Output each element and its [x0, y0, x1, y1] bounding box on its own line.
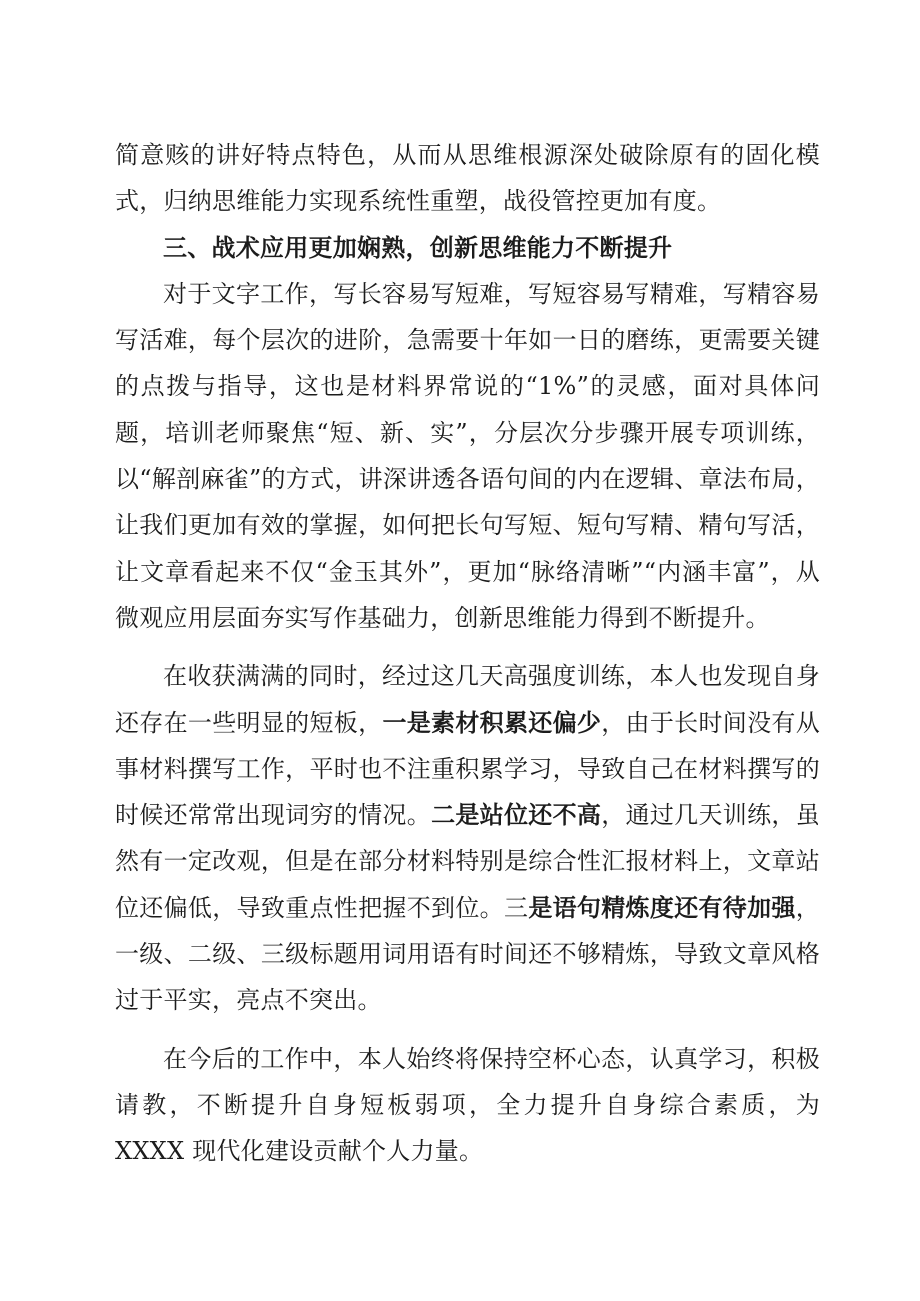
shortcomings-text-2: ，由于长时间没有从事材料撰写工作，平时也不注重积累学习，导致自己在材料撰写的时候还常常出现词穷的情况。	[115, 708, 820, 830]
shortcoming-two-emphasis: 二是站位还不高	[431, 800, 602, 830]
shortcomings-text-3: ，通过几天训练，虽然有一定改观，但是在部分材料特别是综合性汇报材料上，文章站位还偏低，导致重点性把握不到位。三	[115, 801, 820, 922]
paragraph-closing: 在今后的工作中，本人始终将保持空杯心态，认真学习，积极请教，不断提升自身短板弱项，全力提升自身综合素质，为 XXXX 现代化建设贡献个人力量。	[115, 1044, 820, 1166]
shortcomings-text-4: ，一级、二级、三级标题用词用语有时间还不够精炼，导致文章风格过于平实，亮点不突出。	[115, 893, 820, 1015]
paragraph-shortcomings	[115, 653, 820, 1023]
shortcomings-text-1: 在收获满满的同时，经过这几天高强度训练，本人也发现自身还存在一些明显的短板，	[115, 662, 820, 737]
paragraph-writing: 对于文字工作，写长容易写短难，写短容易写精难，写精容易写活难，每个层次的进阶，急需要十年如一日的磨练，更需要关键的点拨与指导，这也是材料界常说的“1%”的灵感，面对具体问题，培训老师聚焦“短、新、实”，分层次分步骤开展专项训练，以“解剖麻雀”的方式，讲深讲透各语句间的内在逻辑、章法布局，让我们更加有效的掌握，如何把长句写短、短句写精、精句写活，让文章看起来不仅“金玉其外”，更加“脉络清晰”“内涵丰富”，从微观应用层面夯实写作基础力，创新思维能力得到不断提升。	[115, 279, 820, 632]
shortcoming-one-emphasis: 一是素材积累还偏少	[382, 707, 602, 737]
paragraph-gap	[115, 641, 820, 653]
shortcoming-three-emphasis: 是语句精炼度还有待加强	[528, 892, 796, 922]
paragraph-continuation: 简意赅的讲好特点特色，从而从思维根源深处破除原有的固化模式，归纳思维能力实现系统性重塑，战役管控更加有度。	[115, 141, 820, 216]
paragraph-gap	[115, 1024, 820, 1036]
section-heading: 三、战术应用更加娴熟，创新思维能力不断提升	[163, 232, 673, 262]
document-body	[115, 132, 820, 1175]
